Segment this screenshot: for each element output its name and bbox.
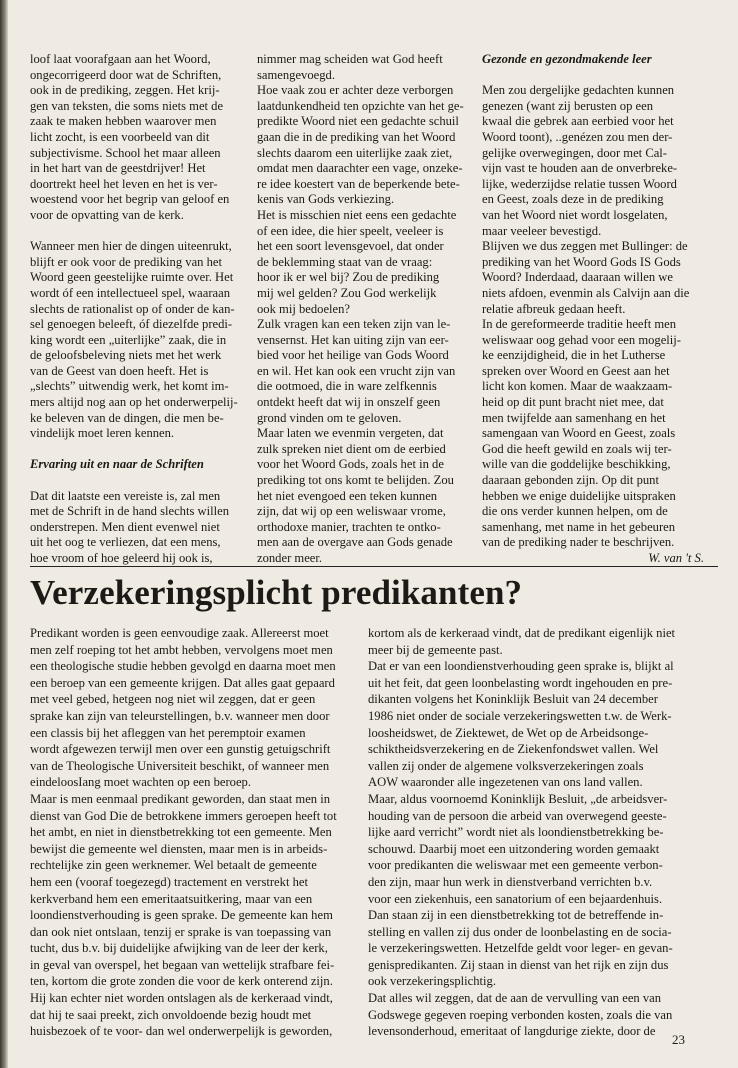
- text-line: een theologische studie hebben gevolgd en daarna moet men: [30, 659, 336, 674]
- text-line: zulk spreken niet dient om de eerbied: [257, 441, 446, 456]
- text-line: meer bij de gemeente past.: [368, 642, 503, 657]
- author-signature: W. van 't S.: [648, 551, 704, 565]
- text-line: prediking van het Woord Gods IS Gods: [482, 254, 681, 269]
- text-line: Dan staan zij in een dienstbetrekking tot de betreffende in-: [368, 908, 664, 923]
- text-line: huisbezoek of te voor- dan wel onderwerpelijk is geworden,: [30, 1024, 333, 1039]
- text-line: met de Schrift in de hand slechts willen: [30, 504, 230, 519]
- text-line: bied voor het heilige van Gods Woord: [257, 348, 449, 363]
- text-line: wordt afgewezen terwijl men over een gunstig getuigschrift: [30, 742, 331, 757]
- text-line: laatdunkendheid ten opzichte van het ge-: [257, 98, 464, 113]
- text-line: in geval van overspel, het begaan van wettelijk strafbare fei-: [30, 957, 335, 972]
- text-line: daaraan gebonden zijn. Op dit punt: [482, 473, 659, 488]
- text-line: hoor ik er wel bij? Zou de prediking: [257, 270, 440, 285]
- subheading: Gezonde en gezondmakende leer: [482, 52, 652, 66]
- text-line: le verzekeringswetten. Hetzelfde geldt voor leger- en gevan-: [368, 941, 673, 956]
- text-line: gelijke overwegingen, door met Cal-: [482, 145, 668, 160]
- text-line: Maar laten we evenmin vergeten, dat: [257, 426, 444, 441]
- text-line: uit het feit, dat geen loonbelasting wordt ingehouden en pre-: [368, 675, 673, 690]
- text-line: samenhang, met name in het gebeuren: [482, 519, 676, 534]
- text-line: van het Woord niet wordt losgelaten,: [482, 207, 668, 222]
- paragraph: [30, 239, 250, 442]
- text-line: Woord geen geestelijke ruimte over. Het: [30, 270, 234, 285]
- text-line: mers altijd nog aan op het onderwerpelij-: [30, 395, 238, 410]
- text-line: voor een ziekenhuis, een sanatorium of een bejaardenhuis.: [368, 891, 663, 906]
- article-column-2: [368, 625, 716, 1040]
- text-line: genezen (want zij berusten op een: [482, 98, 653, 113]
- text-line: zaak te maken hebben waarover men: [30, 114, 217, 129]
- text-line: hoe vroom of hoe geleerd hij ook is,: [30, 551, 213, 565]
- text-line: in het hart van de geestdrijver! Het: [30, 161, 206, 176]
- text-line: ook verzekeringsplichtig.: [368, 974, 496, 989]
- text-line: dat hij te saai preekt, zich onvoldoende bezig houdt met: [30, 1007, 312, 1022]
- text-line: gaan die in de prediking van het Woord: [257, 129, 456, 144]
- text-line: van de Theologische Universiteit beschikt, of wanneer men: [30, 758, 330, 773]
- column-1: [30, 52, 250, 567]
- paragraph: [30, 489, 250, 567]
- text-line: gen van teksten, die soms niets met de: [30, 98, 224, 113]
- text-line: voor predikanten die weliswaar met een gemeente verbon-: [368, 858, 663, 873]
- text-line: zijn, dat wij op een weliswaar vrome,: [257, 504, 446, 519]
- text-line: een classis bij het afleggen van het peremptoir examen: [30, 725, 306, 740]
- text-line: „slechts” uitwendig werk, het komt im-: [30, 379, 229, 394]
- text-line: dikanten volgens het Koninklijk Besluit van 24 december: [368, 692, 658, 707]
- text-line: re idee koestert van de beperkende bete-: [257, 176, 460, 191]
- text-line: 1986 niet onder de sociale verzekeringswetten t.w. de Werk-: [368, 708, 672, 723]
- text-line: vensernst. Het kan uiting zijn van eer-: [257, 332, 449, 347]
- text-line: men zelf roeping tot het ambt hebben, vervolgens moet men: [30, 642, 333, 657]
- text-line: van de prediking nader te beschrijven.: [482, 535, 675, 550]
- text-line: het een soort levensgevoel, dat onder: [257, 239, 444, 254]
- text-line: loondienstverhouding is geen sprake. De gemeente kan hem: [30, 908, 333, 923]
- text-line: ten, kortom die grote zonden die voor de kerk onterend zijn.: [30, 974, 333, 989]
- text-line: men twijfelde aan samenhang en het: [482, 410, 666, 425]
- text-line: dienst van God Die de betrokkene immers geroepen heeft tot: [30, 808, 337, 823]
- text-line: Dat dit laatste een vereiste is, zal men: [30, 488, 221, 503]
- text-line: relatie afbreuk gedaan heeft.: [482, 301, 626, 316]
- text-line: of een idee, die hier speelt, veeleer is: [257, 223, 444, 238]
- text-line: en Geest, zoals deze in de prediking: [482, 192, 664, 207]
- page-spine-shadow: [0, 0, 8, 1068]
- text-line: kwaal die gebrek aan eerbied voor het: [482, 114, 674, 129]
- text-line: bewijst die gemeente wel diensten, maar men is in arbeids-: [30, 841, 328, 856]
- text-line: prediking tot ons komt te belijden. Zou: [257, 473, 454, 488]
- text-line: niets afdoen, evenmin als Calvijn aan die: [482, 285, 690, 300]
- text-line: schiktheidsverzekering en de Ziekenfondswet vallen. Wel: [368, 742, 659, 757]
- text-line: Het is misschien niet eens een gedachte: [257, 207, 457, 222]
- paragraph: [30, 52, 250, 224]
- text-line: Godswege gegeven roeping verbonden kosten, zoals die van: [368, 1007, 673, 1022]
- text-line: genispredikanten. Zij staan in dienst van het rijk en zijn dus: [368, 957, 669, 972]
- text-line: lijke aard verricht” wordt niet als loondienstbetrekking be-: [368, 825, 664, 840]
- text-line: sprake kan zijn van teleurstellingen, b.v. wanneer men door: [30, 708, 330, 723]
- text-line: lijke, wederzijdse relatie tussen Woord: [482, 176, 677, 191]
- text-line: AOW waaronder alle ingezetenen van ons land vallen.: [368, 775, 643, 790]
- text-line: samengaan van Woord en Geest, zoals: [482, 426, 676, 441]
- text-line: ook in de prediking, zeggen. Het krij-: [30, 83, 220, 98]
- text-line: men aan de overgave aan Gods genade: [257, 535, 453, 550]
- text-line: Hoe vaak zou er achter deze verborgen: [257, 83, 454, 98]
- text-line: Woord? Inderdaad, daaraan willen we: [482, 270, 673, 285]
- text-line: ontdekt heeft dat wij in onszelf geen: [257, 395, 441, 410]
- text-line: voor de opvatting van de kerk.: [30, 207, 184, 222]
- text-line: wordt óf een intellectueel spel, waaraan: [30, 285, 231, 300]
- text-line: wille van die goddelijke beschikking,: [482, 457, 671, 472]
- text-line: Blijven we dus zeggen met Bullinger: de: [482, 239, 688, 254]
- text-line: In de gereformeerde traditie heeft men: [482, 317, 677, 332]
- text-line: kerkverband hem een emeritaatsuitkering, maar van een: [30, 891, 313, 906]
- text-line: loosheidswet, de Ziektewet, de Wet op de Arbeidsonge-: [368, 725, 649, 740]
- text-line: Dat er van een loondienstverhouding geen sprake is, blijkt al: [368, 659, 674, 674]
- text-line: subjectivisme. School het maar alleen: [30, 145, 221, 160]
- text-line: kenis van Gods verkiezing.: [257, 192, 395, 207]
- text-line: Men zou dergelijke gedachten kunnen: [482, 83, 675, 98]
- text-line: vindelijk moet leren kennen.: [30, 426, 175, 441]
- text-line: ongecorrigeerd door wat de Schriften,: [30, 67, 222, 82]
- text-line: ke beleven van de dingen, die men be-: [30, 410, 224, 425]
- text-line: den zijn, maar hun werk in dienstverband verrichten b.v.: [368, 874, 653, 889]
- text-line: stelling en vallen zij dus onder de loonbelasting en de socia-: [368, 924, 672, 939]
- article-headline: Verzekeringsplicht predikanten?: [30, 573, 523, 612]
- text-line: dan ook niet ontslaan, tenzij er sprake is van toepassing van: [30, 924, 332, 939]
- text-line: God die heeft gewild en zoals wij ter-: [482, 441, 672, 456]
- text-line: orthodoxe manier, trachten te ontko-: [257, 519, 441, 534]
- text-line: mij wel gelden? Zou God werkelijk: [257, 285, 437, 300]
- text-line: ke eenzijdigheid, die in het Lutherse: [482, 348, 666, 363]
- text-line: die ons verder kunnen helpen, om de: [482, 504, 668, 519]
- text-line: de beklemming staat van de vraag:: [257, 254, 433, 269]
- text-line: eindeloosIang moet wachten op een beroep.: [30, 775, 252, 790]
- text-line: onderstrepen. Men dient evenwel niet: [30, 519, 220, 534]
- text-line: ook mij bedoelen?: [257, 301, 351, 316]
- text-line: Dat alles wil zeggen, dat de aan de vervulling van een van: [368, 991, 662, 1006]
- text-line: licht zocht, is een voorbeeld van dit: [30, 129, 210, 144]
- text-line: schouwd. Daarbij moet een uitzondering worden gemaakt: [368, 841, 660, 856]
- text-line: grond vinden om te geloven.: [257, 410, 402, 425]
- text-line: die ootmoed, die in ware zelfkennis: [257, 379, 437, 394]
- text-line: zonder meer.: [257, 551, 323, 565]
- text-line: Woord toont), ..genézen zou men der-: [482, 129, 673, 144]
- text-line: het ambt, en niet in dienstbetrekking tot een gemeente. Men: [30, 825, 332, 840]
- text-line: voor het Woord Gods, zoals het in de: [257, 457, 444, 472]
- text-line: van de Geest van doen heeft. Het is: [30, 363, 209, 378]
- text-line: blijft er ook voor de prediking van het: [30, 254, 223, 269]
- text-line: de geloofsbeleving niets met het werk: [30, 348, 222, 363]
- text-line: Predikant worden is geen eenvoudige zaak. Allereerst moet: [30, 626, 329, 640]
- text-line: kortom als de kerkeraad vindt, dat de predikant eigenlijk niet: [368, 626, 676, 640]
- text-line: spreken over Woord en Geest aan het: [482, 363, 670, 378]
- text-line: Zulk vragen kan een teken zijn van le-: [257, 317, 451, 332]
- text-line: licht kon komen. Maar de waakzaam-: [482, 379, 673, 394]
- paragraph: [482, 83, 714, 551]
- text-line: samengevoegd.: [257, 67, 335, 82]
- text-line: omdat men daarachter een vage, onzeke-: [257, 161, 463, 176]
- text-line: king wordt een „uiterlijke” zaak, die in: [30, 332, 227, 347]
- text-line: en wil. Het kan ook een vrucht zijn van: [257, 363, 456, 378]
- text-line: Maar is men eenmaal predikant geworden, dan staat men in: [30, 791, 331, 806]
- text-line: uit het oog te verliezen, dat een mens,: [30, 535, 221, 550]
- text-line: levensonderhoud, emeritaat of langdurige ziekte, door de: [368, 1024, 656, 1039]
- text-line: vijn vast te houden aan de onverbreke-: [482, 161, 678, 176]
- text-line: Maar, aldus voornoemd Koninklijk Besluit, „de arbeidsver-: [368, 791, 668, 806]
- article-column-1: [30, 625, 360, 1040]
- paragraph: [257, 52, 475, 567]
- text-line: tucht, dus b.v. bij duidelijke afwijking van de leer der kerk,: [30, 941, 328, 956]
- text-line: houding van de persoon die arbeid van overwegend geeste-: [368, 808, 667, 823]
- text-line: loof laat voorafgaan aan het Woord,: [30, 52, 211, 66]
- text-line: slechts daarom een uiterlijke zaak ziet,: [257, 145, 453, 160]
- text-line: weliswaar oog gehad voor een mogelij-: [482, 332, 681, 347]
- text-line: Wanneer men hier de dingen uiteenrukt,: [30, 239, 232, 254]
- page-number: 23: [672, 1032, 685, 1047]
- text-line: hem een (vooraf toegezegd) tractement en verstrekt het: [30, 874, 308, 889]
- text-line: nimmer mag scheiden wat God heeft: [257, 52, 443, 66]
- text-line: hebben we enige duidelijke uitspraken: [482, 488, 676, 503]
- text-line: maar veeleer bevestigd.: [482, 223, 602, 238]
- text-line: predikte Woord niet een gedachte schuil: [257, 114, 459, 129]
- text-line: woestend voor het begrip van geloof en: [30, 192, 230, 207]
- text-line: met veel gebed, hetgeen nog niet wil zeggen, dat er geen: [30, 692, 316, 707]
- text-line: Hij kan echter niet worden ontslagen als de kerkeraad vindt,: [30, 991, 333, 1006]
- text-line: een beroep van een gemeente krijgen. Dat alles gaat gepaard: [30, 675, 335, 690]
- column-2: [257, 52, 475, 567]
- subheading: Ervaring uit en naar de Schriften: [30, 457, 204, 472]
- text-line: slechts de rationalist op of onder de kan-: [30, 301, 235, 316]
- section-divider: [30, 566, 718, 567]
- text-line: doortrekt heel het leven en het is ver-: [30, 176, 218, 191]
- text-line: sel genoegen beleeft, óf diezelfde predi-: [30, 317, 233, 332]
- text-line: heid op dit punt bracht niet mee, dat: [482, 395, 664, 410]
- column-3: [482, 52, 714, 567]
- text-line: vallen zij onder de algemene volksverzekeringen zoals: [368, 758, 644, 773]
- text-line: het niet evengoed een teken kunnen: [257, 488, 438, 503]
- text-line: rechtelijke zin geen werknemer. Wel betaalt de gemeente: [30, 858, 317, 873]
